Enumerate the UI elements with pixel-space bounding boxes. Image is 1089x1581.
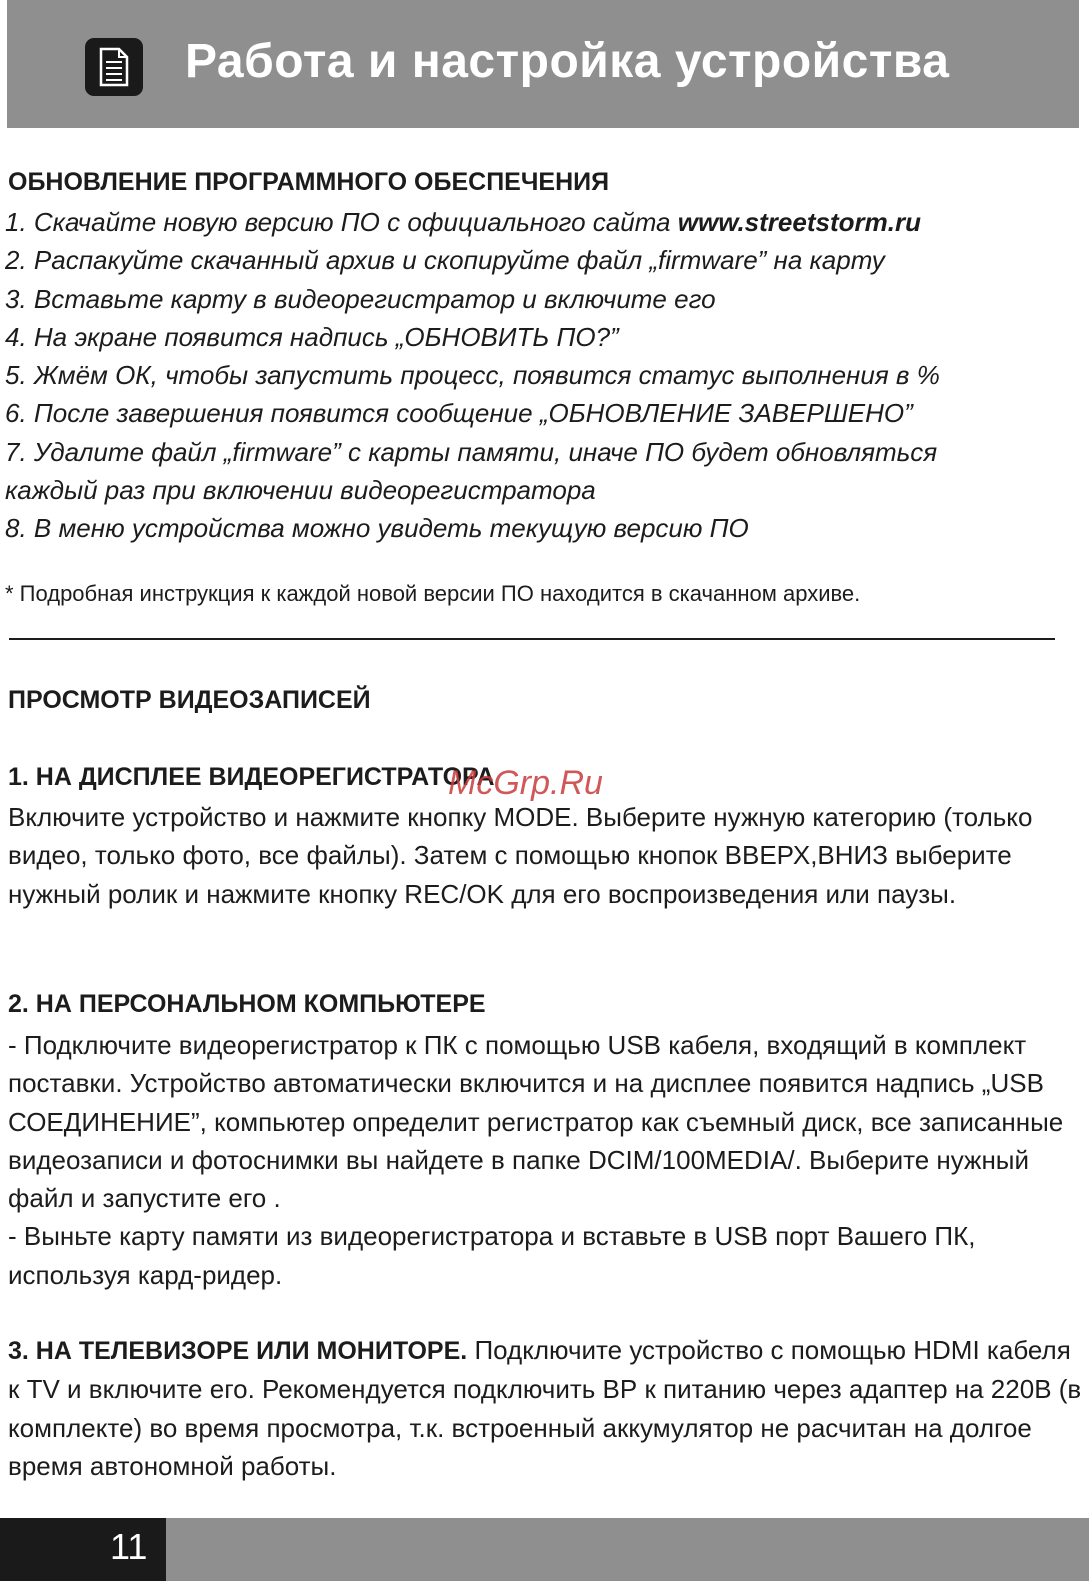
watermark: McGrp.Ru xyxy=(448,764,603,802)
section-divider xyxy=(9,638,1055,640)
firmware-step-2: 2. Распакуйте скачанный архив и скопируйте файл „firmware” на карту xyxy=(5,245,885,276)
playback-section-title: ПРОСМОТР ВИДЕОЗАПИСЕЙ xyxy=(8,686,371,714)
firmware-step-5: 5. Жмём ОК, чтобы запустить процесс, появится статус выполнения в % xyxy=(5,360,940,391)
page-number-box xyxy=(0,1518,166,1581)
page-footer xyxy=(0,1518,1089,1581)
firmware-step-1: 1. Скачайте новую версию ПО с официального сайта www.streetstorm.ru xyxy=(5,207,921,237)
firmware-steps xyxy=(5,203,1075,548)
firmware-step-6: 6. После завершения появится сообщение „ОБНОВЛЕНИЕ ЗАВЕРШЕНО” xyxy=(5,398,913,429)
page-number: 11 xyxy=(110,1526,148,1567)
firmware-section-title: ОБНОВЛЕНИЕ ПРОГРАММНОГО ОБЕСПЕЧЕНИЯ xyxy=(8,168,610,196)
tv-subtitle: 3. НА ТЕЛЕВИЗОРЕ ИЛИ МОНИТОРЕ. xyxy=(8,1337,468,1365)
firmware-footnote: * Подробная инструкция к каждой новой версии ПО находится в скачанном архиве. xyxy=(5,581,861,606)
firmware-step-3: 3. Вставьте карту в видеорегистратор и включите его xyxy=(5,283,716,314)
pc-subtitle: 2. НА ПЕРСОНАЛЬНОМ КОМПЬЮТЕРЕ xyxy=(8,990,486,1018)
website-link[interactable]: www.streetstorm.ru xyxy=(677,207,921,237)
firmware-step-7: 7. Удалите файл „firmware” с карты памяти, иначе ПО будет обновляться xyxy=(5,436,938,467)
page-title: Работа и настройка устройства xyxy=(185,35,950,88)
display-paragraph: Включите устройство и нажмите кнопку MODE. Выберите нужную категорию (только видео, только фото, все файлы). Затем с помощью кнопок ВВЕРХ,ВНИЗ выберите нужный ролик и нажмите кнопку REC/OK для его воспроизведения или паузы. xyxy=(8,802,1033,909)
pc-paragraph xyxy=(8,1026,1083,1294)
tv-paragraph-text: Подключите устройство с помощью HDMI кабеля к TV и включите его. Рекомендуется подключить ВР к питанию через адаптер на 220В (в комплекте) во время просмотра, т.к. встроенный аккумулятор не расчитан на долгое время автономной работы. xyxy=(8,1335,1082,1481)
tv-paragraph xyxy=(8,1331,1083,1485)
page-header xyxy=(7,0,1079,128)
display-subtitle: 1. НА ДИСПЛЕЕ ВИДЕОРЕГИСТРАТОРА xyxy=(8,763,495,791)
document-icon xyxy=(85,38,143,96)
firmware-step-8: 8. В меню устройства можно увидеть текущую версию ПО xyxy=(5,513,749,544)
firmware-step-7-continued: каждый раз при включении видеорегистратора xyxy=(5,475,596,506)
pc-paragraph-part-1: - Подключите видеорегистратор к ПК с помощью USB кабеля, входящий в комплект поставки. Устройство автоматически включится и на дисплее появится надпись „USB СОЕДИНЕНИЕ”, компьютер определит регистратор как съемный диск, все записанные видеозаписи и фотоснимки вы найдете в папке DCIM/100MEDIA/. Выберите нужный файл и запустите его . xyxy=(8,1030,1064,1214)
pc-paragraph-part-2: - Выньте карту памяти из видеорегистратора и вставьте в USB порт Вашего ПК, используя кард-ридер. xyxy=(8,1221,976,1290)
firmware-step-4: 4. На экране появится надпись „ОБНОВИТЬ ПО?” xyxy=(5,321,619,352)
